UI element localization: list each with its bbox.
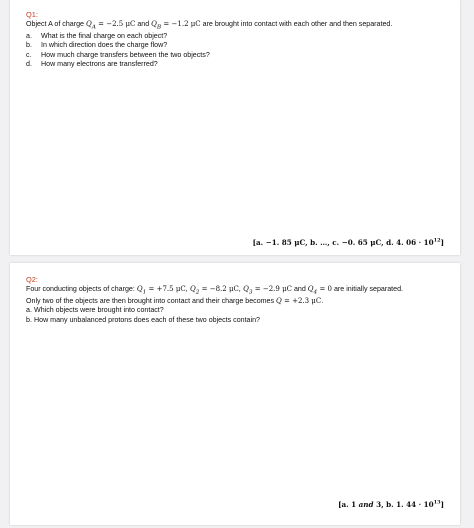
list-item: b. How many unbalanced protons does each of these two objects contain? xyxy=(26,315,260,324)
question-1-answer: [a. −1. 85 μC, b. …, c. −0. 65 μC, d. 4. $06 \cdot 10^{12}$] xyxy=(252,237,444,247)
list-item: b. In which direction does the charge flow? xyxy=(26,41,168,50)
list-item: a. Which objects were brought into contact? xyxy=(26,306,164,315)
list-item: d. How many electrons are transferred? xyxy=(26,59,158,68)
question-1-statement: Object A of charge $Q_A = -2.5$ μC and $Q_B = -1.2$ μC are brought into contact with each other and then separated. xyxy=(26,19,393,30)
question-2-statement: Four conducting objects of charge: $Q_1 = +7.5$ μC, $Q_2 = -8.2$ μC, $Q_3 = -2.9$ μC and $Q_4 = 0$ are initially separated. xyxy=(26,284,403,295)
page-2 xyxy=(10,263,460,525)
list-item: c. How much charge transfers between the two objects? xyxy=(26,50,210,59)
question-2-statement-line-2: Only two of the objects are then brought into contact and their charge becomes Q = +2.3 μC. xyxy=(26,297,324,306)
question-2 xyxy=(26,275,446,325)
charge-qa: $Q_A = -2.5$ μC xyxy=(85,19,136,30)
question-1-title: Q1: xyxy=(26,10,38,19)
question-1 xyxy=(26,10,446,69)
list-item: a. What is the final charge on each object? xyxy=(26,32,168,41)
question-2-answer: [a. 1 and 3, b. 1. $44 \cdot 10^{13}$] xyxy=(338,499,444,509)
page-1 xyxy=(10,0,460,255)
question-2-title: Q2: xyxy=(26,275,38,284)
charge-qb: $Q_B = -1.2$ μC xyxy=(151,19,201,30)
